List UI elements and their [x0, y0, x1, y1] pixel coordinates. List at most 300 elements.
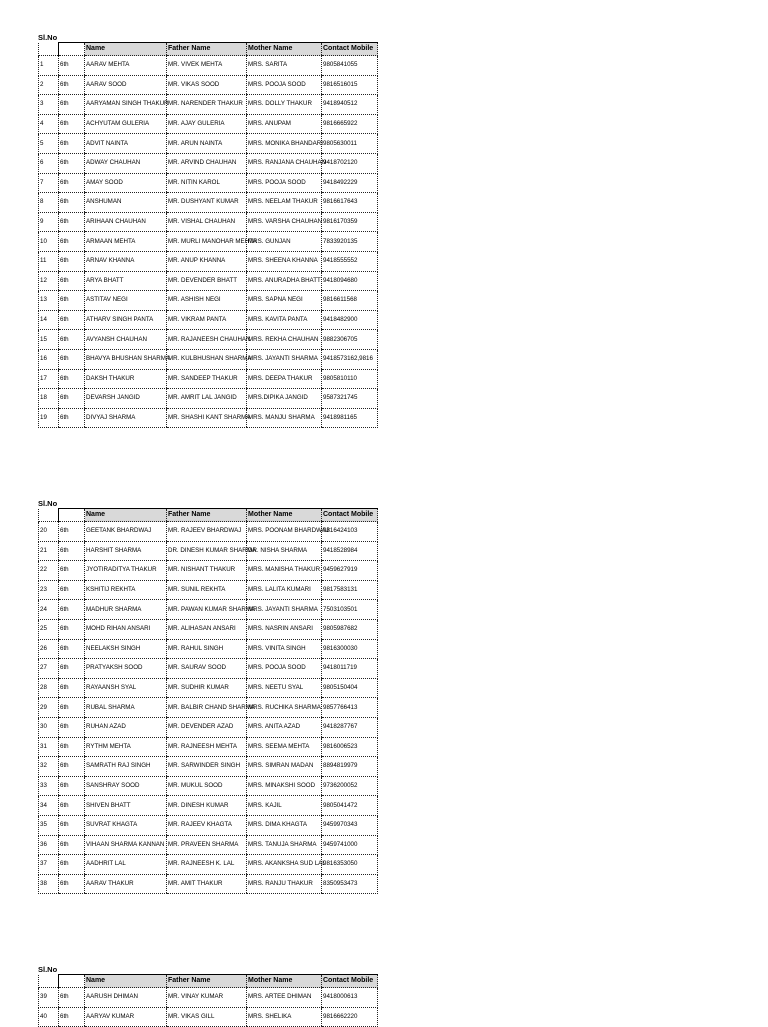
header-class-cell — [59, 975, 85, 988]
cell-class: 6th — [59, 776, 85, 796]
table-row — [39, 114, 378, 134]
cell-slno: 18 — [39, 389, 59, 409]
cell-contact-mobile: 9418573162,9816 — [322, 349, 378, 369]
cell-class: 6th — [59, 619, 85, 639]
cell-student-name: ADVIT NAINTA — [85, 134, 167, 154]
cell-student-name: ARIHAAN CHAUHAN — [85, 212, 167, 232]
cell-contact-mobile: 9805810110 — [322, 369, 378, 389]
table-row — [39, 776, 378, 796]
cell-class: 6th — [59, 95, 85, 115]
cell-class: 6th — [59, 561, 85, 581]
table-header-row — [39, 509, 378, 522]
cell-mother-name: MRS. NASRIN ANSARI — [247, 619, 322, 639]
cell-contact-mobile: 9816353050 — [322, 855, 378, 875]
cell-slno: 22 — [39, 561, 59, 581]
cell-contact-mobile: 9816006523 — [322, 737, 378, 757]
cell-slno: 40 — [39, 1007, 59, 1027]
cell-class: 6th — [59, 541, 85, 561]
cell-student-name: AARAV MEHTA — [85, 56, 167, 76]
cell-father-name: MR. VIKAS SOOD — [167, 75, 247, 95]
cell-slno: 3 — [39, 95, 59, 115]
cell-student-name: MADHUR SHARMA — [85, 600, 167, 620]
cell-mother-name: MRS. LALITA KUMARI — [247, 580, 322, 600]
cell-father-name: MR. MURLI MANOHAR MEHTA — [167, 232, 247, 252]
cell-contact-mobile: 9882306705 — [322, 330, 378, 350]
cell-class: 6th — [59, 310, 85, 330]
cell-mother-name: MRS. GUNJAN — [247, 232, 322, 252]
table-row — [39, 75, 378, 95]
cell-mother-name: MRS. JAYANTI SHARMA — [247, 349, 322, 369]
cell-slno: 21 — [39, 541, 59, 561]
cell-contact-mobile: 9418011719 — [322, 659, 378, 679]
cell-slno: 12 — [39, 271, 59, 291]
table-row — [39, 251, 378, 271]
cell-contact-mobile: 9816611568 — [322, 291, 378, 311]
cell-class: 6th — [59, 271, 85, 291]
table-row — [39, 232, 378, 252]
cell-slno: 28 — [39, 678, 59, 698]
cell-mother-name: MRS. MINAKSHI SOOD — [247, 776, 322, 796]
cell-slno: 19 — [39, 408, 59, 428]
cell-father-name: MR. VINAY KUMAR — [167, 988, 247, 1008]
table-row — [39, 698, 378, 718]
cell-father-name: MR. MUKUL SOOD — [167, 776, 247, 796]
header-name: Name — [85, 43, 167, 56]
cell-father-name: MR. DUSHYANT KUMAR — [167, 193, 247, 213]
table-row — [39, 389, 378, 409]
table-row — [39, 330, 378, 350]
cell-mother-name: MRS. SARITA — [247, 56, 322, 76]
cell-contact-mobile: 9817583131 — [322, 580, 378, 600]
cell-student-name: BHAVYA BHUSHAN SHARMA — [85, 349, 167, 369]
cell-mother-name: MRS. POOJA SOOD — [247, 659, 322, 679]
table-row — [39, 291, 378, 311]
cell-mother-name: DR. NISHA SHARMA — [247, 541, 322, 561]
cell-slno: 23 — [39, 580, 59, 600]
cell-contact-mobile: 9816516015 — [322, 75, 378, 95]
cell-student-name: AARYAMAN SINGH THAKUR — [85, 95, 167, 115]
table-row — [39, 56, 378, 76]
cell-student-name: JYOTIRADITYA THAKUR — [85, 561, 167, 581]
cell-mother-name: MRS. MONIKA BHANDARI — [247, 134, 322, 154]
cell-father-name: MR. SARWINDER SINGH — [167, 757, 247, 777]
header-class-cell — [59, 43, 85, 56]
cell-father-name: MR. NISHANT THAKUR — [167, 561, 247, 581]
cell-father-name: DR. DINESH KUMAR SHARMA — [167, 541, 247, 561]
table-row — [39, 522, 378, 542]
cell-father-name: MR. KULBHUSHAN SHARMA — [167, 349, 247, 369]
cell-student-name: GEETANK BHARDWAJ — [85, 522, 167, 542]
cell-student-name: AADHRIT LAL — [85, 855, 167, 875]
cell-student-name: AARAV THAKUR — [85, 874, 167, 894]
cell-class: 6th — [59, 580, 85, 600]
table-row — [39, 173, 378, 193]
cell-mother-name: MRS. VINITA SINGH — [247, 639, 322, 659]
cell-student-name: RYTHM MEHTA — [85, 737, 167, 757]
cell-class: 6th — [59, 1007, 85, 1027]
table-header-row — [39, 43, 378, 56]
cell-mother-name: MRS. SEEMA MEHTA — [247, 737, 322, 757]
cell-contact-mobile: 9418940512 — [322, 95, 378, 115]
table-row — [39, 639, 378, 659]
slno-label: Sl.No — [38, 499, 58, 508]
cell-class: 6th — [59, 659, 85, 679]
cell-student-name: ATHARV SINGH PANTA — [85, 310, 167, 330]
cell-class: 6th — [59, 522, 85, 542]
cell-slno: 5 — [39, 134, 59, 154]
table-row — [39, 874, 378, 894]
table-row — [39, 349, 378, 369]
cell-contact-mobile: 9418000613 — [322, 988, 378, 1008]
cell-contact-mobile: 7833920135 — [322, 232, 378, 252]
cell-class: 6th — [59, 114, 85, 134]
cell-slno: 39 — [39, 988, 59, 1008]
cell-mother-name: MRS. SAPNA NEGI — [247, 291, 322, 311]
cell-father-name: MR. ALIHASAN ANSARI — [167, 619, 247, 639]
table-row — [39, 310, 378, 330]
cell-class: 6th — [59, 698, 85, 718]
cell-student-name: MOHD RIHAN ANSARI — [85, 619, 167, 639]
cell-slno: 24 — [39, 600, 59, 620]
student-table — [38, 974, 378, 1027]
cell-student-name: SAMRATH RAJ SINGH — [85, 757, 167, 777]
table-row — [39, 271, 378, 291]
cell-class: 6th — [59, 349, 85, 369]
cell-father-name: MR. ASHISH NEGI — [167, 291, 247, 311]
cell-mother-name: MRS. AKANKSHA SUD LAL — [247, 855, 322, 875]
cell-mother-name: MRS. JAYANTI SHARMA — [247, 600, 322, 620]
cell-mother-name: MRS. RANJANA CHAUHAN — [247, 153, 322, 173]
cell-class: 6th — [59, 815, 85, 835]
cell-father-name: MR. ARVIND CHAUHAN — [167, 153, 247, 173]
cell-contact-mobile: 9816665922 — [322, 114, 378, 134]
cell-mother-name: MRS. ANURADHA BHATT — [247, 271, 322, 291]
cell-class: 6th — [59, 988, 85, 1008]
header-contact-mobile: Contact Mobile — [322, 43, 378, 56]
header-class-cell — [59, 509, 85, 522]
cell-father-name: MR. RAJNEESH K. LAL — [167, 855, 247, 875]
cell-contact-mobile: 8894819979 — [322, 757, 378, 777]
header-slno-cell — [39, 43, 59, 56]
cell-student-name: AARAV SOOD — [85, 75, 167, 95]
cell-mother-name: MRS. MANISHA THAKUR — [247, 561, 322, 581]
cell-student-name: AARYAV KUMAR — [85, 1007, 167, 1027]
cell-father-name: MR. RAJEEV BHARDWAJ — [167, 522, 247, 542]
table-row — [39, 153, 378, 173]
cell-contact-mobile: 9805041472 — [322, 796, 378, 816]
cell-slno: 34 — [39, 796, 59, 816]
cell-slno: 13 — [39, 291, 59, 311]
cell-mother-name: MRS. ARTEE DHIMAN — [247, 988, 322, 1008]
header-name: Name — [85, 975, 167, 988]
header-contact-mobile: Contact Mobile — [322, 509, 378, 522]
cell-slno: 37 — [39, 855, 59, 875]
table-row — [39, 134, 378, 154]
cell-student-name: ANSHUMAN — [85, 193, 167, 213]
cell-contact-mobile: 9857766413 — [322, 698, 378, 718]
cell-father-name: MR. PRAVEEN SHARMA — [167, 835, 247, 855]
cell-contact-mobile: 9805987682 — [322, 619, 378, 639]
cell-father-name: MR. NITIN KAROL — [167, 173, 247, 193]
cell-class: 6th — [59, 639, 85, 659]
cell-mother-name: MRS.DIPIKA JANGID — [247, 389, 322, 409]
cell-class: 6th — [59, 600, 85, 620]
cell-mother-name: MRS. POONAM BHARDWAJ — [247, 522, 322, 542]
cell-student-name: RAYAANSH SYAL — [85, 678, 167, 698]
cell-student-name: SUVRAT KHAGTA — [85, 815, 167, 835]
cell-class: 6th — [59, 232, 85, 252]
header-mother-name: Mother Name — [247, 43, 322, 56]
table-row — [39, 95, 378, 115]
cell-mother-name: MRS. VARSHA CHAUHAN — [247, 212, 322, 232]
cell-mother-name: MRS. DEEPA THAKUR — [247, 369, 322, 389]
table-row — [39, 193, 378, 213]
cell-father-name: MR. RAJEEV KHAGTA — [167, 815, 247, 835]
cell-class: 6th — [59, 389, 85, 409]
cell-father-name: MR. SUDHIR KUMAR — [167, 678, 247, 698]
cell-father-name: MR. PAWAN KUMAR SHARMA — [167, 600, 247, 620]
cell-mother-name: MRS. DIMA KHAGTA — [247, 815, 322, 835]
cell-mother-name: MRS. SIMRAN MADAN — [247, 757, 322, 777]
cell-mother-name: MRS. POOJA SOOD — [247, 75, 322, 95]
cell-class: 6th — [59, 874, 85, 894]
cell-father-name: MR. SANDEEP THAKUR — [167, 369, 247, 389]
cell-slno: 9 — [39, 212, 59, 232]
cell-slno: 1 — [39, 56, 59, 76]
cell-father-name: MR. NARENDER THAKUR — [167, 95, 247, 115]
cell-student-name: ASTITAV NEGI — [85, 291, 167, 311]
table-row — [39, 815, 378, 835]
cell-student-name: PRATYAKSH SOOD — [85, 659, 167, 679]
table-row — [39, 678, 378, 698]
cell-slno: 26 — [39, 639, 59, 659]
cell-slno: 27 — [39, 659, 59, 679]
cell-class: 6th — [59, 855, 85, 875]
cell-father-name: MR. RAHUL SINGH — [167, 639, 247, 659]
table-row — [39, 1007, 378, 1027]
header-mother-name: Mother Name — [247, 975, 322, 988]
cell-student-name: ARMAAN MEHTA — [85, 232, 167, 252]
cell-contact-mobile: 9418287767 — [322, 717, 378, 737]
table-row — [39, 619, 378, 639]
cell-class: 6th — [59, 251, 85, 271]
cell-student-name: DEVARSH JANGID — [85, 389, 167, 409]
cell-mother-name: MRS. RANJU THAKUR — [247, 874, 322, 894]
student-table — [38, 42, 378, 428]
table-row — [39, 369, 378, 389]
table-row — [39, 988, 378, 1008]
cell-class: 6th — [59, 330, 85, 350]
cell-slno: 29 — [39, 698, 59, 718]
cell-contact-mobile: 9805150404 — [322, 678, 378, 698]
cell-contact-mobile: 9736200052 — [322, 776, 378, 796]
cell-mother-name: MRS. ANITA AZAD — [247, 717, 322, 737]
cell-slno: 7 — [39, 173, 59, 193]
cell-father-name: MR. AMIT THAKUR — [167, 874, 247, 894]
cell-student-name: ARYA BHATT — [85, 271, 167, 291]
cell-slno: 30 — [39, 717, 59, 737]
cell-slno: 8 — [39, 193, 59, 213]
header-father-name: Father Name — [167, 509, 247, 522]
cell-class: 6th — [59, 408, 85, 428]
table-row — [39, 737, 378, 757]
cell-class: 6th — [59, 835, 85, 855]
table-row — [39, 659, 378, 679]
table-row — [39, 757, 378, 777]
cell-slno: 17 — [39, 369, 59, 389]
header-slno-cell — [39, 509, 59, 522]
cell-father-name: MR. BALBIR CHAND SHARMA — [167, 698, 247, 718]
cell-mother-name: MRS. KAJIL — [247, 796, 322, 816]
cell-mother-name: MRS. ANUPAM — [247, 114, 322, 134]
cell-class: 6th — [59, 717, 85, 737]
cell-father-name: MR. VIKRAM PANTA — [167, 310, 247, 330]
table-row — [39, 835, 378, 855]
cell-father-name: MR. DINESH KUMAR — [167, 796, 247, 816]
cell-slno: 2 — [39, 75, 59, 95]
cell-slno: 38 — [39, 874, 59, 894]
header-father-name: Father Name — [167, 43, 247, 56]
cell-father-name: MR. DEVENDER BHATT — [167, 271, 247, 291]
cell-contact-mobile: 9816662220 — [322, 1007, 378, 1027]
cell-contact-mobile: 9587321745 — [322, 389, 378, 409]
cell-slno: 15 — [39, 330, 59, 350]
cell-mother-name: MRS. POOJA SOOD — [247, 173, 322, 193]
cell-father-name: MR. SAURAV SOOD — [167, 659, 247, 679]
cell-slno: 20 — [39, 522, 59, 542]
cell-contact-mobile: 9418528984 — [322, 541, 378, 561]
cell-student-name: HARSHIT SHARMA — [85, 541, 167, 561]
cell-class: 6th — [59, 291, 85, 311]
cell-class: 6th — [59, 193, 85, 213]
cell-contact-mobile: 9805630011 — [322, 134, 378, 154]
cell-father-name: MR. VIKAS GILL — [167, 1007, 247, 1027]
cell-father-name: MR. RAJNEESH MEHTA — [167, 737, 247, 757]
cell-father-name: MR. VISHAL CHAUHAN — [167, 212, 247, 232]
table-row — [39, 600, 378, 620]
cell-slno: 6 — [39, 153, 59, 173]
cell-father-name: MR. SHASHI KANT SHARMA — [167, 408, 247, 428]
cell-contact-mobile: 9816617643 — [322, 193, 378, 213]
cell-student-name: SANSHRAY SOOD — [85, 776, 167, 796]
cell-slno: 14 — [39, 310, 59, 330]
table-row — [39, 855, 378, 875]
cell-father-name: MR. ANUP KHANNA — [167, 251, 247, 271]
cell-slno: 33 — [39, 776, 59, 796]
cell-student-name: SHIVEN BHATT — [85, 796, 167, 816]
cell-slno: 25 — [39, 619, 59, 639]
cell-father-name: MR. AJAY GULERIA — [167, 114, 247, 134]
cell-student-name: NEELAKSH SINGH — [85, 639, 167, 659]
header-mother-name: Mother Name — [247, 509, 322, 522]
cell-class: 6th — [59, 212, 85, 232]
header-name: Name — [85, 509, 167, 522]
cell-class: 6th — [59, 678, 85, 698]
cell-class: 6th — [59, 134, 85, 154]
table-row — [39, 212, 378, 232]
cell-slno: 4 — [39, 114, 59, 134]
cell-slno: 35 — [39, 815, 59, 835]
cell-father-name: MR. SUNIL REKHTA — [167, 580, 247, 600]
cell-father-name: MR. VIVEK MEHTA — [167, 56, 247, 76]
table-row — [39, 796, 378, 816]
cell-mother-name: MRS. KAVITA PANTA — [247, 310, 322, 330]
cell-class: 6th — [59, 75, 85, 95]
cell-contact-mobile: 9418555552 — [322, 251, 378, 271]
cell-mother-name: MRS. TANUJA SHARMA — [247, 835, 322, 855]
cell-student-name: ARNAV KHANNA — [85, 251, 167, 271]
cell-student-name: RUBAL SHARMA — [85, 698, 167, 718]
cell-contact-mobile: 9418702120 — [322, 153, 378, 173]
cell-contact-mobile: 9805841055 — [322, 56, 378, 76]
table-row — [39, 541, 378, 561]
cell-mother-name: MRS. NEELAM THAKUR — [247, 193, 322, 213]
cell-student-name: ADWAY CHAUHAN — [85, 153, 167, 173]
table-header-row — [39, 975, 378, 988]
cell-contact-mobile: 9816424103 — [322, 522, 378, 542]
cell-mother-name: MRS. DOLLY THAKUR — [247, 95, 322, 115]
slno-label: Sl.No — [38, 965, 58, 974]
cell-student-name: VIHAAN SHARMA KANNAN — [85, 835, 167, 855]
cell-class: 6th — [59, 796, 85, 816]
cell-student-name: DIVYAJ SHARMA — [85, 408, 167, 428]
table-row — [39, 580, 378, 600]
cell-father-name: MR. DEVENDER AZAD — [167, 717, 247, 737]
cell-class: 6th — [59, 153, 85, 173]
cell-mother-name: MRS. MANJU SHARMA — [247, 408, 322, 428]
slno-label: Sl.No — [38, 33, 58, 42]
cell-slno: 16 — [39, 349, 59, 369]
table-row — [39, 561, 378, 581]
cell-student-name: AMAY SOOD — [85, 173, 167, 193]
cell-student-name: AARUSH DHIMAN — [85, 988, 167, 1008]
cell-mother-name: MRS. RUCHIKA SHARMA — [247, 698, 322, 718]
cell-student-name: RUHAN AZAD — [85, 717, 167, 737]
table-row — [39, 717, 378, 737]
cell-slno: 11 — [39, 251, 59, 271]
cell-class: 6th — [59, 369, 85, 389]
cell-contact-mobile: 9418981165 — [322, 408, 378, 428]
header-slno-cell — [39, 975, 59, 988]
cell-contact-mobile: 8350953473 — [322, 874, 378, 894]
cell-class: 6th — [59, 757, 85, 777]
cell-contact-mobile: 9418492229 — [322, 173, 378, 193]
cell-slno: 36 — [39, 835, 59, 855]
cell-mother-name: MRS. REKHA CHAUHAN — [247, 330, 322, 350]
cell-mother-name: MRS. SHEENA KHANNA — [247, 251, 322, 271]
cell-father-name: MR. RAJANEESH CHAUHAN — [167, 330, 247, 350]
student-table — [38, 508, 378, 894]
cell-class: 6th — [59, 56, 85, 76]
cell-contact-mobile: 9418094680 — [322, 271, 378, 291]
cell-contact-mobile: 9816170359 — [322, 212, 378, 232]
cell-father-name: MR. AMRIT LAL JANGID — [167, 389, 247, 409]
cell-class: 6th — [59, 173, 85, 193]
cell-mother-name: MRS. NEETU SYAL — [247, 678, 322, 698]
cell-student-name: KSHITIJ REKHTA — [85, 580, 167, 600]
header-contact-mobile: Contact Mobile — [322, 975, 378, 988]
cell-student-name: ACHYUTAM GULERIA — [85, 114, 167, 134]
cell-contact-mobile: 9459627919 — [322, 561, 378, 581]
cell-contact-mobile: 9459970343 — [322, 815, 378, 835]
table-row — [39, 408, 378, 428]
cell-slno: 31 — [39, 737, 59, 757]
cell-mother-name: MRS. SHELIKA — [247, 1007, 322, 1027]
cell-contact-mobile: 9459741000 — [322, 835, 378, 855]
cell-slno: 32 — [39, 757, 59, 777]
header-father-name: Father Name — [167, 975, 247, 988]
cell-class: 6th — [59, 737, 85, 757]
